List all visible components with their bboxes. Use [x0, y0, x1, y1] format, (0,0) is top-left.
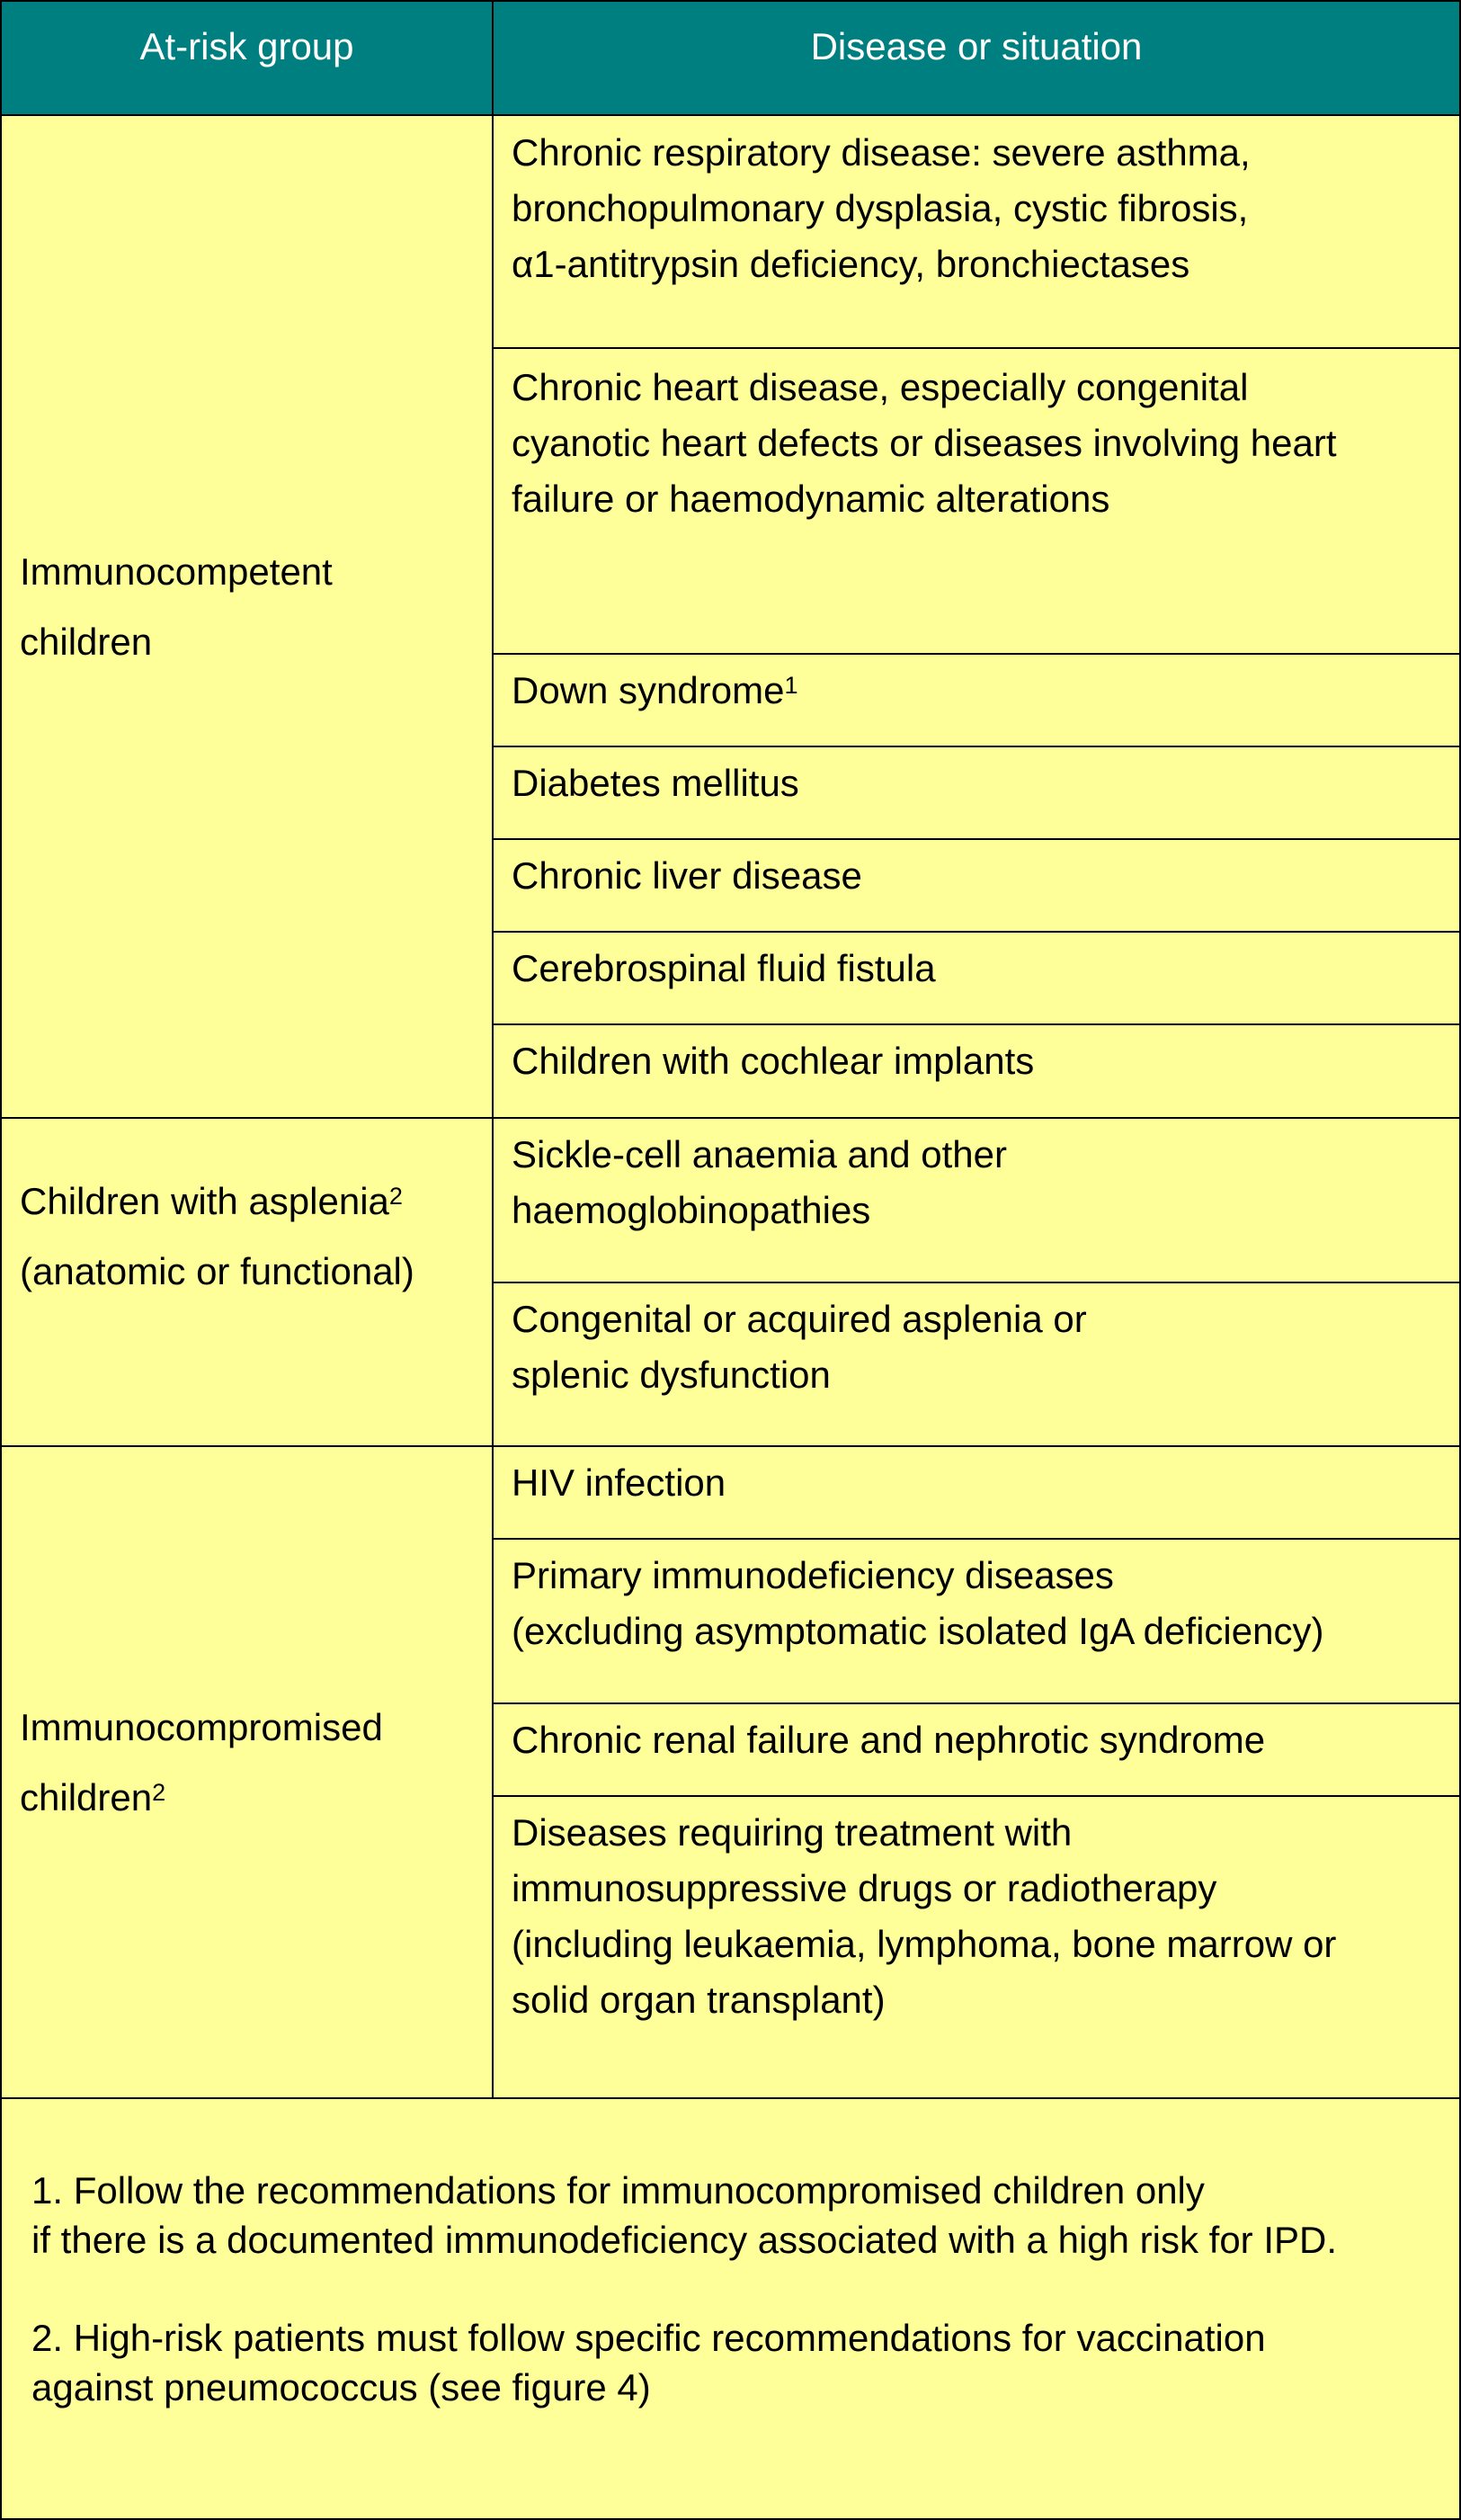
row-divider	[492, 653, 1459, 655]
row-liver-disease: Chronic liver disease	[512, 854, 862, 897]
footnote-line: 1. Follow the recommendations for immunocompromised children only	[31, 2169, 1205, 2212]
table-header	[2, 2, 1459, 116]
cell-line: splenic dysfunction	[512, 1354, 831, 1396]
group-asplenia-detail: (anatomic or functional)	[20, 1250, 414, 1292]
footer-divider	[2, 2097, 1459, 2099]
row-csf-fistula: Cerebrospinal fluid fistula	[512, 947, 936, 989]
group-immunocompromised-label: Immunocompromised children	[20, 1706, 383, 1819]
row-divider	[492, 1538, 1459, 1540]
group-immunocompetent: Immunocompetent children	[20, 550, 333, 663]
cell-line: (excluding asymptomatic isolated IgA deficiency)	[512, 1610, 1324, 1652]
footnote-line: if there is a documented immunodeficiency associated with a high risk for IPD.	[31, 2219, 1338, 2261]
group-asplenia	[20, 1166, 469, 1307]
cell-text: Down syndrome	[512, 669, 785, 711]
row-hiv: HIV infection	[512, 1461, 726, 1504]
cell-line: Chronic respiratory disease: severe asthma,	[512, 131, 1251, 174]
row-divider	[492, 1023, 1459, 1025]
footnote-marker: 2	[388, 1183, 403, 1210]
group-asplenia-label: Children with asplenia	[20, 1180, 389, 1222]
row-diabetes: Diabetes mellitus	[512, 762, 799, 804]
cell-line: α1-antitrypsin deficiency, bronchiectases	[512, 243, 1190, 285]
cell-line: (including leukaemia, lymphoma, bone marrow or	[512, 1923, 1337, 1965]
row-divider	[492, 1282, 1459, 1283]
footnote-line: against pneumococcus (see figure 4)	[31, 2366, 651, 2408]
cell-line: Chronic heart disease, especially congenital	[512, 366, 1249, 408]
row-immunosuppressive	[512, 1805, 1438, 2028]
row-cochlear-implants: Children with cochlear implants	[512, 1040, 1035, 1082]
footnote-line: 2. High-risk patients must follow specific recommendations for vaccination	[31, 2317, 1266, 2359]
cell-line: bronchopulmonary dysplasia, cystic fibrosis,	[512, 187, 1249, 229]
cell-line: Diseases requiring treatment with	[512, 1811, 1073, 1854]
cell-line: immunosuppressive drugs or radiotherapy	[512, 1867, 1217, 1909]
row-divider	[492, 746, 1459, 747]
row-divider	[492, 931, 1459, 933]
group-divider	[2, 1445, 1459, 1447]
cell-line: solid organ transplant)	[512, 1979, 886, 2021]
row-down-syndrome	[512, 663, 1438, 719]
row-divider	[492, 1702, 1459, 1704]
footnote-marker: 2	[152, 1779, 166, 1806]
column-divider	[492, 2, 494, 2097]
cell-line: failure or haemodynamic alterations	[512, 478, 1110, 520]
cell-line: Congenital or acquired asplenia or	[512, 1298, 1087, 1340]
row-renal-failure: Chronic renal failure and nephrotic syndrome	[512, 1719, 1266, 1761]
cell-line: Primary immunodeficiency diseases	[512, 1554, 1114, 1596]
footnote-1	[31, 2166, 1452, 2265]
row-sickle-cell	[512, 1127, 1438, 1238]
row-asplenia	[512, 1291, 1438, 1403]
group-divider	[2, 1117, 1459, 1119]
header-at-risk-group: At-risk group	[139, 25, 354, 67]
header-disease-or-situation: Disease or situation	[810, 25, 1143, 67]
group-immunocompromised	[20, 1693, 469, 1833]
row-divider	[492, 838, 1459, 840]
row-chronic-respiratory	[512, 125, 1438, 292]
cell-line: cyanotic heart defects or diseases involving heart	[512, 422, 1337, 464]
row-chronic-heart	[512, 360, 1438, 527]
row-divider	[492, 1795, 1459, 1797]
footnote-2	[31, 2313, 1452, 2412]
row-primary-immunodeficiency	[512, 1548, 1438, 1659]
cell-line: Sickle-cell anaemia and other	[512, 1133, 1007, 1175]
footnote-marker: 1	[784, 672, 798, 699]
cell-line: haemoglobinopathies	[512, 1189, 871, 1231]
row-divider	[492, 347, 1459, 349]
